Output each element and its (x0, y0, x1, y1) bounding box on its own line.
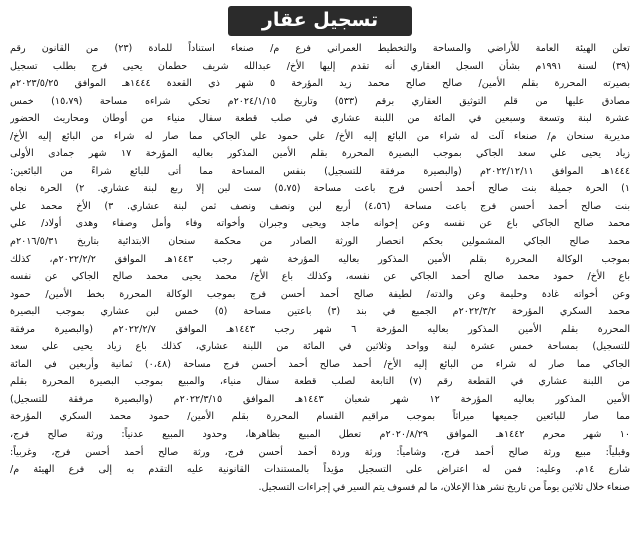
notice-line: محمد السكري المؤرخة ٢٠٢٢/٣/٢م الجميع في بند (٣) باعتين مساحة (٥) خمس لبن عشاري بموجب البصيرة (10, 306, 630, 318)
notice-line: (٣٩) لسنة ١٩٩١م بشأن السجل العقاري أنه تقدم إليها الأخ/ عبدالله شريف حطمان يحيى فرج بطلب تسجيل (10, 60, 630, 72)
notice-line: شارع ١٤م. وعليه: فمن له اعتراض على التسجيل مؤيداً بالمستندات القانونية عليه التقدم به إلى فرع الهيئة م/ (10, 464, 630, 476)
notice-line: من اللبنة عشاري في القطعة رقم (٧) التابعة لصلب قطعة سفال منياء، والمبيع بموجب البصيرة المحررة بقلم (10, 376, 630, 388)
notice-line: ١) الحرة جميلة بنت صالح أحمد أحسن فرج باعت مساحة (٥،٧٥) ست لبن إلا ربع لبنة عشاري. ٢) الحرة نجاة (10, 183, 630, 195)
notice-line: ١٠ شهر محرم ١٤٤٢هـ الموافق ٢٠٢٠/٨/٢٩م تعطل المبيع بظاهرها، وحدود المبيع عدنياً: ورثة صالح فرج، (10, 429, 630, 441)
notice-line: الأمين المذكور بعاليه المؤرخة ١٢ شهر شعبان ١٤٤٣هـ الموافق ٢٠٢٢/٣/١٥م (والبصيرة مرفقة للتسجيل) (10, 393, 630, 405)
notice-line: محمد صالح الجاكي باع عن نفسه وعن إخوانه ماجد ويحيى وجبران وأخواته وفاء وأمل وصفاء وهدى أولاد/ علي (10, 218, 630, 230)
notice-line: المحررة بقلم الأمين المذكور بعاليه المؤرخة ٦ شهر رجب ١٤٤٣هـ الموافق ٢٠٢٢/٢/٧م (والبصيرة مرفقة (10, 323, 630, 335)
notice-body (10, 40, 630, 496)
notice-line: صنعاء خلال ثلاثين يوماً من تاريخ نشر هذا الإعلان، ما لم فسوف يتم السير في إجراءات التسجيل. (258, 481, 630, 493)
notice-line: بموجب الوكالة المحررة بقلم الأمين المذكور بعاليه المؤرخة شهر رجب ١٤٤٣هـ الموافق ٢٠٢٢/٢/٢م، كذلك (10, 253, 630, 265)
notice-line: وعن أخواته غادة وحليمة وعن والدته/ لطيفة صالح أحمد أحسن فرج بموجب الوكالة المحررة بخط الأمين/ حمود (10, 288, 630, 300)
notice-line: مديرية سنحان م/ صنعاء آلت له شراء من البائع إليه الأخ/ علي حمود علي الجاكي مما صار له شراء من البائع إليه الأخ/ (10, 130, 630, 142)
notice-line: محمد صالح الجاكي المشمولين بحكم انحصار الورثة الصادر من محكمة سنحان الابتدائية بتاريخ ٢٠١٦/٥/٣١م (10, 236, 630, 248)
notice-title: تسجيل عقار (228, 6, 412, 36)
notice-line: زياد يحيى علي سعد الجاكي بموجب البصيرة المحررة بقلم الأمين المذكور بعاليه المؤرخة ١٧ شهر جمادى الأولى (10, 148, 630, 160)
notice-line: ١٤٤٤هـ الموافق ٢٠٢٢/١٢/١١م (والبصيرة مرفقة للتسجيل) بنفس المساحة مما أتى للبائع شراءً من البائعين: (10, 165, 630, 177)
property-registration-notice (6, 4, 634, 546)
notice-line: بنت صالح أحمد أحسن فرج باعت مساحة (٤،٥٦) أربع لبن ونصف ونصف ثمن لبنة عشاري. ٣) الأخ محمد علي (10, 200, 630, 212)
notice-line: مصادق عليها من قلم التوثيق العقاري برقم (٥٣٣) وتاريخ ٢٠٢٤/١/١٥م تحكي شراءه مساحة (١٥،٧٩) خمس (10, 95, 630, 107)
notice-line: وقبلياً: مبيع ورثة صالح أحمد فرج، وشامياً: ورثة وردة أحمد أحسن فرج، ورثة صالح أحمد أحسن فرج، وغربياً: (10, 446, 630, 458)
notice-line: تعلن الهيئة العامة للأراضي والمساحة والتخطيط العمراني فرع م/ صنعاء استناداً للمادة (٢٣) من القانون رقم (10, 43, 630, 54)
notice-line: للتسجيل) بمساحة خمس عشرة لبنة وواحد وثلاثين في المائة من اللبنة عشاري، كذلك باع زياد يحيى علي سعد (10, 341, 630, 353)
notice-line: بصيرته المحررة بقلم الأمين/ صالح صالح محمد زيد المؤرخة ٥ شهر ذي القعدة ١٤٤٤هـ الموافق ٢٠٢٣/٥/٢٥م (10, 78, 630, 90)
title-bar (6, 4, 634, 38)
notice-line: باع الأخ/ حمود محمد صالح أحمد الجاكي عن نفسه، وكذلك باع الأخ/ محمد يحيى محمد صالح الجاكي عن نفسه (10, 271, 630, 283)
notice-line: عشرة لبنة وتسعة وسبعين في المائة من اللبنة عشاري في صلب قطعة سفال منياء من أوطان ومحاريث الحضور (10, 113, 630, 125)
notice-line: مما صار للبائعين جميعها ميراثاً بموجب مراقيم القسام المحررة بقلم الأمين/ حمود محمد السكري المؤرخة (10, 411, 630, 423)
notice-line: الجاكي مما صار له شراء من البائع إليه الأخ/ أحمد صالح أحمد أحسن فرج مساحة (٠،٤٨) ثمانية وأربعين في المائة (10, 358, 630, 370)
